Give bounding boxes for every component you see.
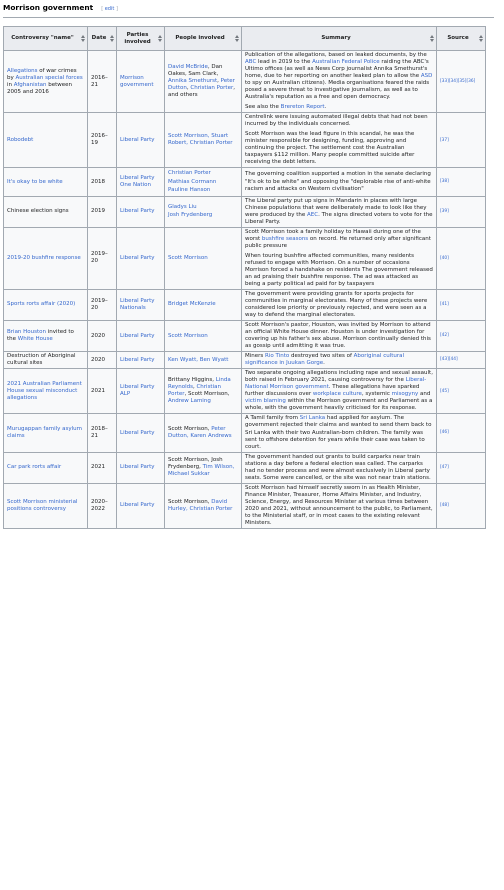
party-link[interactable]: Liberal Party bbox=[120, 356, 155, 363]
summary-paragraph bbox=[245, 291, 433, 319]
person-link[interactable]: Mathias Cormann bbox=[168, 178, 217, 185]
citation-link[interactable]: [47] bbox=[440, 464, 449, 470]
cell-text: Scott Morrison took a family holiday to Hawaii during one of the worst bbox=[245, 228, 421, 242]
controversy-cell bbox=[4, 227, 88, 289]
table-row bbox=[4, 321, 486, 352]
sort-icon[interactable] bbox=[479, 35, 483, 42]
people-cell bbox=[165, 483, 242, 528]
person-link[interactable]: Josh Frydenberg bbox=[168, 212, 213, 219]
cell-text: The Liberal party put up signs in Mandarin in places with large Chinese populations that were deliberately made to look like they were produced by the bbox=[245, 197, 427, 218]
party-link[interactable]: Liberal Party bbox=[120, 174, 155, 181]
summary-paragraph bbox=[245, 353, 433, 367]
summary-cell bbox=[242, 51, 437, 113]
cell-text: . The signs directed voters to vote for the Liberal Party. bbox=[245, 211, 433, 225]
cell-text: Miners bbox=[245, 353, 266, 360]
summary-paragraph bbox=[245, 253, 433, 288]
cell-text: Scott Morrison was the lead figure in this scandal, he was the minister responsible for designing, funding, approving and continuing the project. The settlement cost the Australian taxpayers $112 million. Many people committed suicide after receiving the debt letters. bbox=[245, 131, 415, 166]
party-link[interactable]: Liberal Party bbox=[120, 429, 155, 436]
cell-text: . bbox=[323, 360, 325, 367]
cell-link[interactable]: misogyny bbox=[391, 391, 419, 398]
cell-text: Scott Morrison's pastor, Houston, was invited by Morrison to attend an official White House dinner. Houston is under investigation for covering up his father's sex abuse. Morrison continually denied this as gossip until admitting it was true. bbox=[245, 322, 431, 350]
table-row bbox=[4, 369, 486, 414]
source-cell bbox=[437, 321, 486, 352]
cell-text: Scott Morrison, bbox=[168, 498, 212, 505]
summary-cell bbox=[242, 168, 437, 196]
cell-text: , systemic bbox=[361, 391, 392, 398]
person-link[interactable]: Christian Porter bbox=[168, 170, 211, 177]
controversy-cell bbox=[4, 113, 88, 168]
header-people[interactable]: People involved bbox=[165, 27, 242, 51]
controversy-cell bbox=[4, 196, 88, 227]
cell-link[interactable]: workplace culture bbox=[312, 391, 362, 398]
party-link[interactable]: ALP bbox=[120, 391, 131, 398]
table-row bbox=[4, 452, 486, 483]
table-row bbox=[4, 168, 486, 196]
summary-cell bbox=[242, 483, 437, 528]
cell-link[interactable]: Car park rorts affair bbox=[7, 464, 62, 471]
controversy-cell bbox=[4, 168, 88, 196]
summary-paragraph bbox=[245, 370, 433, 412]
cell-text: , Dan Oakes, Sam Clark, bbox=[168, 64, 223, 78]
date-text: 2018 bbox=[91, 178, 105, 185]
section-title: Morrison government bbox=[3, 3, 94, 12]
cell-link[interactable]: Scott Morrison bbox=[168, 254, 208, 261]
date-cell bbox=[88, 168, 117, 196]
cell-text: and bbox=[418, 391, 431, 398]
summary-paragraph bbox=[245, 114, 433, 128]
cell-link[interactable]: It's okay to be white bbox=[7, 178, 63, 185]
cell-text: destroyed two sites of bbox=[289, 353, 354, 360]
cell-link[interactable]: Tim Wilson, Michael Sukkar bbox=[168, 464, 235, 478]
table-row bbox=[4, 414, 486, 452]
date-cell bbox=[88, 414, 117, 452]
table-body bbox=[4, 51, 486, 529]
controversy-cell bbox=[4, 452, 88, 483]
controversy-cell bbox=[4, 352, 88, 369]
cell-link[interactable]: Annika Smethurst bbox=[168, 78, 218, 85]
date-text: 2019 bbox=[91, 208, 105, 215]
heading-divider bbox=[3, 17, 494, 18]
cell-link[interactable]: Sports rorts affair (2020) bbox=[7, 301, 76, 308]
cell-link[interactable]: White House bbox=[17, 336, 53, 343]
cell-text: Publication of the allegations, based on leaked documents, by the bbox=[245, 52, 427, 58]
date-text: 2021 bbox=[91, 387, 105, 394]
parties-cell bbox=[117, 483, 165, 528]
controversy-cell bbox=[4, 289, 88, 320]
cell-link[interactable]: AEC bbox=[307, 211, 319, 218]
date-cell bbox=[88, 369, 117, 414]
table-header-row bbox=[4, 27, 486, 51]
party-link[interactable]: Nationals bbox=[120, 305, 146, 311]
parties-cell bbox=[117, 196, 165, 227]
summary-cell bbox=[242, 352, 437, 369]
cell-link[interactable]: Christian Porter bbox=[190, 85, 234, 92]
cell-link[interactable]: Brereton Report bbox=[280, 104, 325, 111]
summary-cell bbox=[242, 289, 437, 320]
parties-cell bbox=[117, 352, 165, 369]
controversy-cell bbox=[4, 321, 88, 352]
source-cell bbox=[437, 352, 486, 369]
cell-link[interactable]: bushfire seasons bbox=[261, 235, 309, 242]
party-link[interactable]: Liberal Party bbox=[120, 297, 155, 304]
summary-cell bbox=[242, 113, 437, 168]
people-cell bbox=[165, 369, 242, 414]
cell-text: Chinese election signs bbox=[7, 208, 69, 215]
cell-text: raiding the ABC's Ultimo offices (as well as News Corp journalist Annika Smethurst's home, due to her reporting on another leaked plan to allow the bbox=[245, 59, 429, 80]
date-text: 2016–21 bbox=[91, 74, 108, 88]
cell-text: on record. He returned only after significant public pressure bbox=[245, 235, 431, 249]
date-cell bbox=[88, 113, 117, 168]
person-link[interactable]: Gladys Liu bbox=[168, 204, 197, 211]
date-text: 2021 bbox=[91, 464, 105, 471]
date-text: 2016–19 bbox=[91, 133, 108, 147]
controversy-cell bbox=[4, 51, 88, 113]
source-cell bbox=[437, 196, 486, 227]
cell-link[interactable]: Linda Reynolds bbox=[168, 377, 231, 391]
edit-section: [ edit ] bbox=[101, 6, 118, 12]
cell-text: invited to the bbox=[7, 329, 74, 343]
cell-text: The government were providing grants for sports projects for communities in marginal electorates. Many of these projects were considered low priority or previously rejected, and were seen as a way to defend the marginal electorates. bbox=[245, 290, 428, 319]
citation-link[interactable]: [39] bbox=[440, 208, 449, 214]
date-cell bbox=[88, 321, 117, 352]
cell-link[interactable]: Afghanistan bbox=[13, 81, 47, 88]
cell-text: Brittany Higgins, bbox=[168, 377, 216, 384]
table-row bbox=[4, 196, 486, 227]
date-cell bbox=[88, 51, 117, 113]
people-cell bbox=[165, 168, 242, 196]
source-cell bbox=[437, 51, 486, 113]
cell-text: The government handed out grants to build carparks near train stations a day before a federal election was called. The carparks had no tender process and were almost exclusively in Liberal party seats. Some were cancelled, or the site was not near train stations. bbox=[245, 453, 431, 481]
cell-link[interactable]: David McBride bbox=[168, 64, 208, 71]
cell-text: within the Morrison government and Parliament as a whole, with the government heavily criticised for its response. bbox=[245, 398, 433, 412]
date-text: 2019–20 bbox=[91, 297, 108, 311]
summary-paragraph bbox=[245, 52, 433, 101]
cell-text: lead in 2019 to the bbox=[256, 59, 313, 66]
summary-cell bbox=[242, 227, 437, 289]
party-link[interactable]: Liberal Party bbox=[120, 208, 155, 215]
people-cell bbox=[165, 196, 242, 227]
summary-paragraph bbox=[245, 171, 433, 192]
cell-link[interactable]: Liberal-National Morrison government bbox=[245, 377, 427, 391]
header-date[interactable]: Date bbox=[88, 27, 117, 51]
date-text: 2020 bbox=[91, 332, 105, 339]
citation-link[interactable]: [48] bbox=[440, 503, 449, 509]
people-cell bbox=[165, 51, 242, 113]
source-cell bbox=[437, 483, 486, 528]
cell-link[interactable]: Andrew Laming bbox=[168, 398, 211, 405]
date-cell bbox=[88, 289, 117, 320]
parties-cell bbox=[117, 113, 165, 168]
cell-link[interactable]: Scott Morrison bbox=[168, 332, 208, 339]
sort-icon[interactable] bbox=[81, 35, 85, 42]
cell-link[interactable]: Murugappan family asylum claims bbox=[7, 425, 83, 440]
party-link[interactable]: Liberal Party bbox=[120, 254, 155, 261]
summary-cell bbox=[242, 414, 437, 452]
summary-paragraph bbox=[245, 454, 433, 482]
cell-link[interactable]: ABC bbox=[245, 59, 257, 66]
person-link[interactable]: Pauline Hanson bbox=[168, 186, 211, 193]
cell-link[interactable]: Australian special forces bbox=[15, 74, 83, 81]
cell-text: , bbox=[192, 384, 197, 391]
citation-link[interactable]: [42] bbox=[440, 333, 449, 339]
cell-text: , Scott Morrison, bbox=[184, 391, 230, 398]
people-cell bbox=[165, 113, 242, 168]
cell-text: , bbox=[217, 78, 221, 85]
cell-link[interactable]: Robodebt bbox=[7, 136, 34, 143]
header-parties[interactable]: Parties involved bbox=[117, 27, 165, 51]
party-link[interactable]: Liberal Party bbox=[120, 332, 155, 339]
source-cell bbox=[437, 414, 486, 452]
date-cell bbox=[88, 352, 117, 369]
cell-link[interactable]: Scott Morrison ministerial positions controversy bbox=[7, 498, 78, 512]
date-cell bbox=[88, 452, 117, 483]
controversy-cell bbox=[4, 369, 88, 414]
source-cell bbox=[437, 369, 486, 414]
edit-link[interactable]: edit bbox=[104, 6, 115, 12]
cell-text: in bbox=[7, 81, 14, 88]
cell-text: to spy on Australian citizens). Media organisations feared the raids posed a severe threat to investigative journalism, as well as to Australia's reputation as a free and open democracy. bbox=[245, 80, 430, 101]
summary-paragraph bbox=[245, 104, 433, 111]
cell-text: , and others bbox=[168, 85, 235, 99]
cell-link[interactable]: Christian Porter bbox=[168, 384, 221, 398]
summary-paragraph bbox=[245, 229, 433, 250]
people-cell bbox=[165, 352, 242, 369]
controversy-cell bbox=[4, 414, 88, 452]
cell-link[interactable]: Ken Wyatt, Ben Wyatt bbox=[168, 356, 229, 363]
citation-link[interactable]: [40] bbox=[440, 255, 449, 261]
sort-icon[interactable] bbox=[430, 35, 434, 42]
table-row bbox=[4, 113, 486, 168]
summary-cell bbox=[242, 196, 437, 227]
date-cell bbox=[88, 483, 117, 528]
cell-link[interactable]: ASD bbox=[420, 73, 433, 80]
cell-link[interactable]: Australian Federal Police bbox=[312, 59, 380, 66]
summary-cell bbox=[242, 321, 437, 352]
cell-text: of war crimes by bbox=[7, 67, 77, 81]
parties-cell bbox=[117, 289, 165, 320]
date-text: 2020 bbox=[91, 356, 105, 363]
cell-link[interactable]: 2019-20 bushfire response bbox=[7, 254, 81, 261]
section-heading bbox=[3, 3, 118, 15]
cell-text: , bbox=[186, 85, 191, 92]
table-row bbox=[4, 289, 486, 320]
sort-icon[interactable] bbox=[158, 35, 162, 42]
table-row bbox=[4, 227, 486, 289]
cell-text: Two separate ongoing allegations including rape and sexual assault, both raised in February 2021, causing controversy for the bbox=[245, 370, 433, 384]
cell-text: . These allegations have sparked further discussions over bbox=[245, 384, 420, 398]
cell-text: When touring bushfire affected communities, many residents refused to engage with Morrison. On a number of occasions Morrison forced a handshake on residents The government released an ad praising their bushfire response. The ad was attacked as being a party political ad paid for by taxpayers bbox=[245, 252, 433, 287]
citation-link[interactable]: [38] bbox=[440, 179, 449, 185]
party-link[interactable]: Morrison government bbox=[120, 74, 154, 88]
cell-text: Centrelink were issuing automated illegal debts that had not been incurred by the individuals concerned. bbox=[245, 114, 428, 128]
cell-link[interactable]: Aboriginal cultural significance in Juukan Gorge bbox=[245, 353, 405, 367]
people-cell bbox=[165, 452, 242, 483]
cell-link[interactable]: Peter Dutton bbox=[168, 78, 235, 92]
people-cell bbox=[165, 321, 242, 352]
summary-cell bbox=[242, 369, 437, 414]
cell-text: Scott Morrison, bbox=[168, 425, 212, 432]
party-link[interactable]: Liberal Party bbox=[120, 464, 155, 471]
summary-paragraph bbox=[245, 415, 433, 450]
date-text: 2019–20 bbox=[91, 251, 108, 265]
cell-text: Scott Morrison had himself secretly sworn in as Health Minister, Finance Minister, Treasurer, Home Affairs Minister, and Industry, Science, Energy, and Resources Minister at various times between 2020 and 2021, without announcement to the public, to Parliament, to the Ministerial staff, or in most cases to the existing relevant Ministers. bbox=[245, 484, 433, 526]
table-row bbox=[4, 51, 486, 113]
parties-cell bbox=[117, 168, 165, 196]
cell-text: Destruction of Aboriginal cultural sites bbox=[7, 353, 76, 367]
cell-text: between 2005 and 2016 bbox=[7, 81, 73, 95]
citation-link[interactable]: [37] bbox=[440, 137, 449, 143]
cell-text: A Tamil family from bbox=[245, 415, 300, 422]
cell-link[interactable]: David Hurley, Christian Porter bbox=[168, 498, 233, 512]
cell-text: See also the bbox=[245, 104, 281, 111]
summary-paragraph bbox=[245, 485, 433, 527]
cell-link[interactable]: Scott Morrison, Stuart Robert, Christian Porter bbox=[168, 133, 233, 147]
table-row bbox=[4, 352, 486, 369]
cell-text: had applied for asylum. The government rejected their claims and wanted to send them back to Sri Lanka with their two Australian-born children. The family was sent to offshore detention for years while their case was taken to court. bbox=[245, 415, 432, 450]
header-summary[interactable]: Summary bbox=[242, 27, 437, 51]
cell-link[interactable]: Brian Houston bbox=[7, 329, 47, 336]
party-link[interactable]: One Nation bbox=[120, 182, 151, 189]
party-link[interactable]: Liberal Party bbox=[120, 136, 155, 143]
citation-link[interactable]: [43][44] bbox=[440, 357, 458, 363]
source-cell bbox=[437, 113, 486, 168]
party-link[interactable]: Liberal Party bbox=[120, 502, 155, 509]
citation-link[interactable]: [46] bbox=[440, 430, 449, 436]
controversies-table bbox=[3, 26, 486, 529]
cell-text: Scott Morrison, Josh Frydenberg, bbox=[168, 457, 223, 471]
people-cell bbox=[165, 414, 242, 452]
date-text: 2020–2022 bbox=[91, 498, 108, 512]
header-source[interactable]: Source bbox=[437, 27, 486, 51]
source-cell bbox=[437, 289, 486, 320]
summary-paragraph bbox=[245, 131, 433, 166]
cell-text: The governing coalition supported a motion in the senate declaring "It's ok to be white" and opposing the "deplorable rise of anti-white racism and attacks on Western civilisation" bbox=[245, 171, 431, 192]
party-link[interactable]: Liberal Party bbox=[120, 384, 155, 391]
date-text: 2018–21 bbox=[91, 425, 108, 440]
cell-text: . bbox=[324, 104, 327, 111]
sort-icon[interactable] bbox=[110, 35, 114, 42]
table-row bbox=[4, 483, 486, 528]
cell-link[interactable]: Peter Dutton, Karen Andrews bbox=[168, 425, 232, 440]
parties-cell bbox=[117, 369, 165, 414]
cell-link[interactable]: victim blaming bbox=[245, 398, 286, 405]
date-cell bbox=[88, 196, 117, 227]
parties-cell bbox=[117, 227, 165, 289]
citation-link[interactable]: [33][34][35][36] bbox=[440, 78, 476, 84]
people-cell bbox=[165, 289, 242, 320]
cell-link[interactable]: Rio Tinto bbox=[265, 353, 290, 360]
parties-cell bbox=[117, 321, 165, 352]
sort-icon[interactable] bbox=[235, 35, 239, 42]
source-cell bbox=[437, 227, 486, 289]
summary-paragraph bbox=[245, 198, 433, 226]
parties-cell bbox=[117, 414, 165, 452]
summary-paragraph bbox=[245, 322, 433, 350]
cell-link[interactable]: 2021 Australian Parliament House sexual misconduct allegations bbox=[7, 380, 82, 401]
summary-cell bbox=[242, 452, 437, 483]
people-cell bbox=[165, 227, 242, 289]
controversy-cell bbox=[4, 483, 88, 528]
cell-link[interactable]: Bridget McKenzie bbox=[168, 301, 216, 308]
cell-link[interactable]: Allegations bbox=[7, 67, 38, 74]
citation-link[interactable]: [41] bbox=[440, 302, 449, 308]
header-controversy[interactable]: Controversy "name" bbox=[4, 27, 88, 51]
date-cell bbox=[88, 227, 117, 289]
parties-cell bbox=[117, 51, 165, 113]
source-cell bbox=[437, 168, 486, 196]
citation-link[interactable]: [45] bbox=[440, 388, 449, 394]
source-cell bbox=[437, 452, 486, 483]
parties-cell bbox=[117, 452, 165, 483]
cell-link[interactable]: Sri Lanka bbox=[299, 415, 326, 422]
